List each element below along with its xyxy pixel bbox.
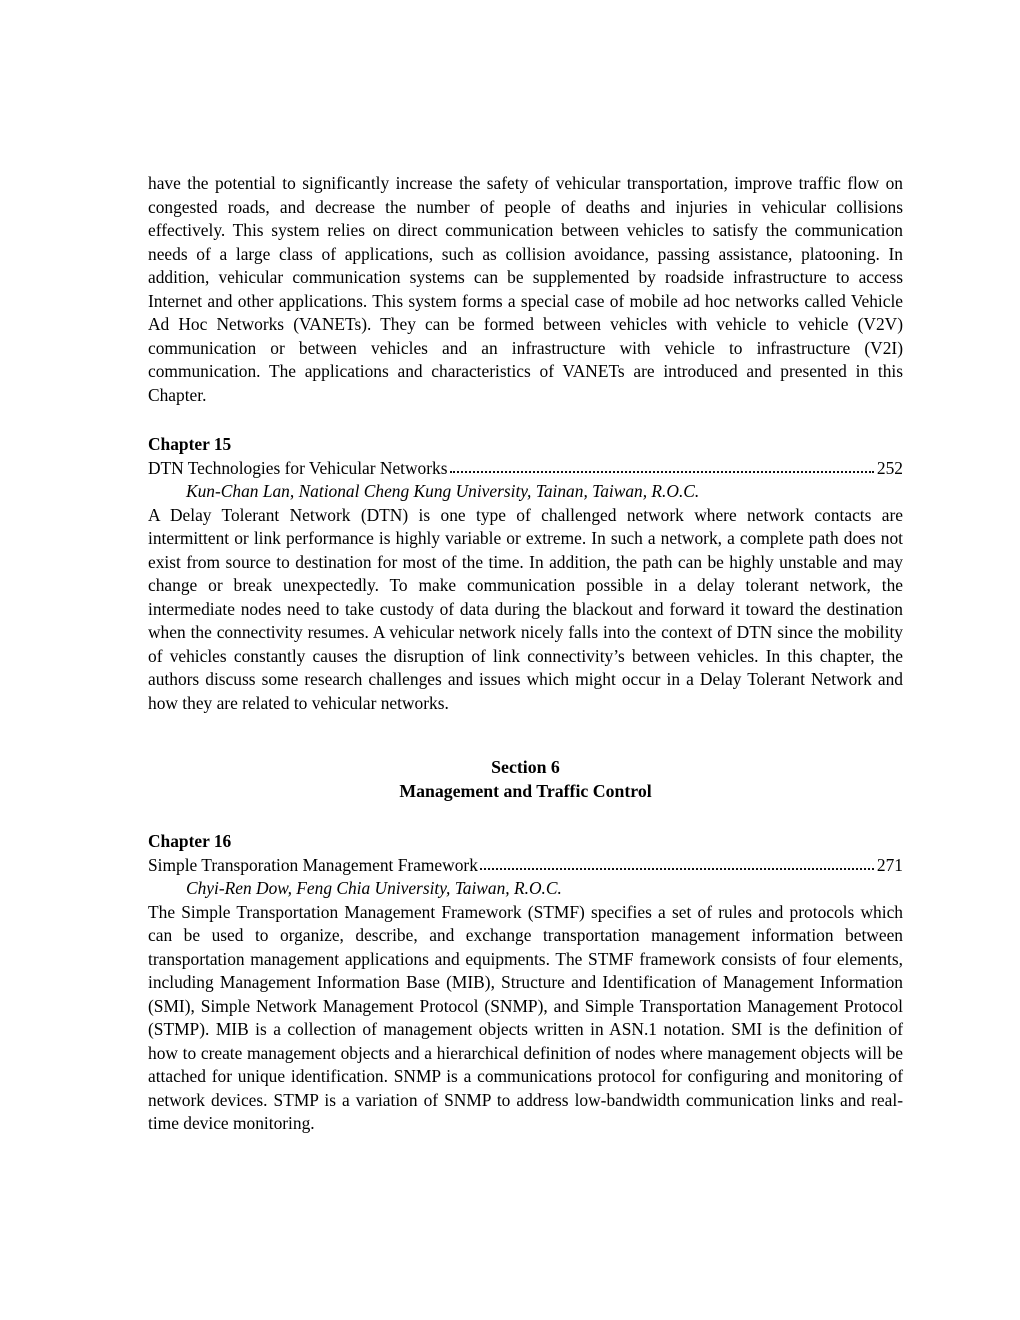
chapter-16-authors: Chyi-Ren Dow, Feng Chia University, Taiwan, R.O.C. [186, 878, 562, 898]
chapter-16-toc-entry [148, 854, 903, 878]
chapter-15-title: DTN Technologies for Vehicular Networks [148, 457, 448, 478]
chapter-16-page-number: 271 [876, 854, 903, 875]
dotted-leader [480, 868, 874, 870]
chapter-15-label: Chapter 15 [148, 434, 232, 454]
section-heading [148, 756, 903, 803]
section-title: Management and Traffic Control [399, 780, 652, 801]
chapter-16-title: Simple Transporation Management Framework [148, 854, 478, 875]
chapter-15-toc-entry [148, 457, 903, 481]
section-label: Section 6 [491, 757, 560, 777]
intro-paragraph: have the potential to significantly increase the safety of vehicular transportation, improve traffic flow on congested roads, and decrease the number of people of deaths and injuries in vehicular collisions effectively. This system relies on direct communication between vehicles to satisfy the communication needs of a large class of applications, such as collision avoidance, passing assistance, platooning. In addition, vehicular communication systems can be supplemented by roadside infrastructure to access Internet and other applications. This system forms a special case of mobile ad hoc networks called Vehicle Ad Hoc Networks (VANETs). They can be formed between vehicles with vehicle to vehicle (V2V) communication or between vehicles and an infrastructure with vehicle to infrastructure (V2I) communication. The applications and characteristics of VANETs are introduced and presented in this Chapter. [148, 173, 903, 405]
chapter-16-abstract: The Simple Transportation Management Framework (STMF) specifies a set of rules and protocols which can be used to organize, describe, and exchange transportation management information between transportation management applications and equipments. The STMF framework consists of four elements, including Management Information Base (MIB), Structure and Identification of Management Information (SMI), Simple Network Management Protocol (SNMP), and Simple Transportation Management Protocol (STMP). MIB is a collection of management objects written in ASN.1 notation. SMI is the definition of how to create management objects and a hierarchical definition of nodes where management objects will be attached for unique identification. SNMP is a communications protocol for configuring and monitoring of network devices. STMP is a variation of SNMP to address low-bandwidth communication links and real-time device monitoring. [148, 901, 903, 1133]
dotted-leader [450, 471, 874, 473]
chapter-16-label: Chapter 16 [148, 831, 232, 851]
chapter-15-abstract: A Delay Tolerant Network (DTN) is one type of challenged network where network contacts are intermittent or link performance is highly variable or extreme. In such a network, a complete path does not exist from source to destination for most of the time. In addition, the path can be highly unstable and may change or break unexpectedly. To make communication possible in a delay tolerant network, the intermediate nodes need to take custody of data during the blackout and forward it toward the destination when the connectivity resumes. A vehicular network nicely falls into the context of DTN since the mobility of vehicles constantly causes the disruption of link connectivity’s between vehicles. In this chapter, the authors discuss some research challenges and issues which might occur in a Delay Tolerant Network and how they are related to vehicular networks. [148, 504, 903, 713]
page-content [148, 172, 903, 1136]
chapter-15-page-number: 252 [876, 457, 903, 478]
chapter-15-authors: Kun-Chan Lan, National Cheng Kung University, Tainan, Taiwan, R.O.C. [186, 481, 700, 501]
